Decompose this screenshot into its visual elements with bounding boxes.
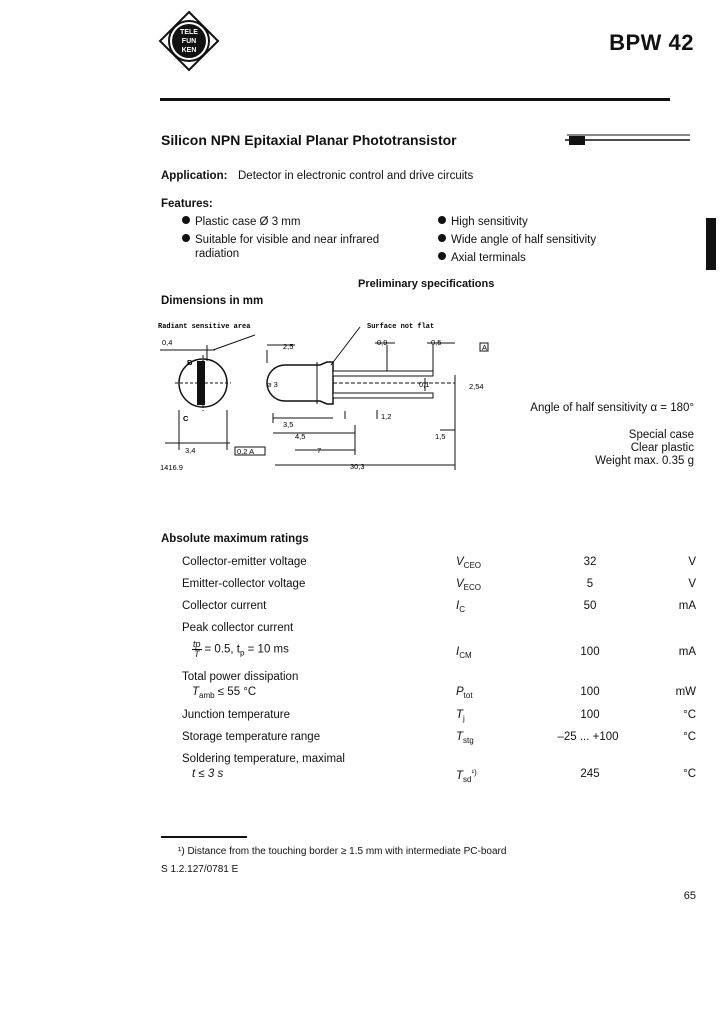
footnote-rule xyxy=(161,836,247,838)
dimensions-label: Dimensions in mm xyxy=(161,295,264,307)
feature-item: Wide angle of half sensitivity xyxy=(438,232,596,248)
rating-symbol: $T_j$ xyxy=(456,709,465,723)
rating-symbol: $I_C$ xyxy=(456,600,465,614)
document-reference: S 1.2.127/0781 E xyxy=(161,864,239,875)
rating-unit: mA xyxy=(678,600,696,612)
rating-condition: t ≤ 3 s xyxy=(192,768,224,780)
label-surface-not-flat: Surface not flat xyxy=(367,323,435,331)
pin-c-label: C xyxy=(183,414,189,423)
rating-label: Emitter-collector voltage xyxy=(182,578,306,590)
bullet-icon xyxy=(182,216,190,224)
ratings-heading: Absolute maximum ratings xyxy=(161,533,309,545)
rating-label: Total power dissipation xyxy=(182,671,299,683)
dim-label: 3,5 xyxy=(283,420,294,429)
dim-label: 2,5 xyxy=(283,342,294,351)
logo-letters-1: TELE xyxy=(180,29,198,36)
dim-label: 3,4 xyxy=(185,446,196,455)
pin-b-label: B xyxy=(187,358,193,367)
case-material: Clear plastic xyxy=(630,442,694,454)
rating-value: 50 xyxy=(583,600,597,612)
rating-symbol: $T_{sd}^{^1)}$ xyxy=(456,768,477,784)
feature-item-continued: radiation xyxy=(195,248,240,260)
dim-label: 1,5 xyxy=(435,432,446,441)
rating-symbol: $I_{CM}$ xyxy=(456,646,472,660)
rating-symbol: $V_{CEO}$ xyxy=(456,556,482,570)
rating-unit: mA xyxy=(678,646,696,658)
feature-item: High sensitivity xyxy=(438,214,528,230)
case-type: Special case xyxy=(628,429,694,441)
half-sensitivity-angle: Angle of half sensitivity α = 180° xyxy=(530,402,694,414)
component-side-icon xyxy=(565,132,690,148)
rating-symbol: $P_{tot}$ xyxy=(456,686,473,700)
header-rule xyxy=(160,98,670,101)
dim-label: 0,5 xyxy=(431,338,442,347)
footnote: ¹) Distance from the touching border ≥ 1.5 mm with intermediate PC-board xyxy=(178,846,507,857)
rating-unit: V xyxy=(688,578,696,590)
feature-item: Suitable for visible and near infrared xyxy=(182,232,379,248)
dim-label: 4,5 xyxy=(295,432,306,441)
rating-value: 245 xyxy=(580,768,600,780)
bullet-icon xyxy=(438,234,446,242)
rating-unit: V xyxy=(688,556,696,568)
dim-label: 1,2 xyxy=(381,412,392,421)
drawing-number: 1416.9 xyxy=(160,463,183,472)
duty-cycle-fraction: $\frac{tp}{T}$ xyxy=(193,639,201,659)
tolerance-box: 0,2 A xyxy=(237,447,255,456)
rating-label: Soldering temperature, maximal xyxy=(182,753,345,765)
rating-value: 5 xyxy=(586,578,594,590)
telefunken-logo xyxy=(158,10,220,72)
rating-value: 100 xyxy=(580,709,600,721)
rating-unit: °C xyxy=(683,768,696,780)
bullet-icon xyxy=(438,252,446,260)
rating-label: Junction temperature xyxy=(182,709,291,721)
rating-symbol: $T_{stg}$ xyxy=(456,731,474,745)
dim-label: 7 xyxy=(317,446,322,455)
dim-label: 0,9 xyxy=(377,338,388,347)
page-edge-marker xyxy=(706,218,716,270)
part-number: BPW 42 xyxy=(609,30,694,55)
bullet-icon xyxy=(182,234,190,242)
rating-value: 100 xyxy=(580,686,600,698)
application-text: Detector in electronic control and drive circuits xyxy=(238,170,474,182)
rating-label: Collector current xyxy=(182,600,267,612)
dim-label: 2,54 xyxy=(469,382,484,391)
rating-symbol: $V_{ECO}$ xyxy=(456,578,482,592)
rating-unit: °C xyxy=(683,731,696,743)
rating-value: –25 ... +100 xyxy=(557,731,619,743)
label-radiant-area: Radiant sensitive area xyxy=(158,323,251,331)
rating-value: 100 xyxy=(580,646,600,658)
application-label: Application: xyxy=(161,170,228,182)
rating-unit: °C xyxy=(683,709,696,721)
rating-label: Peak collector current xyxy=(182,622,294,634)
rating-label: Storage temperature range xyxy=(182,731,321,743)
bullet-icon xyxy=(438,216,446,224)
dim-label: 30,3 xyxy=(350,462,365,471)
datum-a: A xyxy=(482,343,488,352)
rating-condition: $T_{amb} \le 55$ °C xyxy=(192,686,257,700)
rating-label: Collector-emitter voltage xyxy=(182,556,307,568)
dim-label: 0,1 xyxy=(419,380,430,389)
feature-item: Axial terminals xyxy=(438,250,526,266)
feature-item: Plastic case Ø 3 mm xyxy=(182,214,300,230)
rating-value: 32 xyxy=(583,556,597,568)
rating-condition: $\frac{tp}{T}$ = 0.5, $t_p = 10$ ms xyxy=(193,639,289,659)
logo-letters-2: FUN xyxy=(181,38,197,45)
rating-unit: mW xyxy=(675,686,696,698)
dimension-drawing xyxy=(155,315,500,475)
logo-letters-3: KEN xyxy=(181,47,197,54)
page-title: Silicon NPN Epitaxial Planar Phototransistor xyxy=(161,132,457,148)
features-label: Features: xyxy=(161,198,213,210)
page-number: 65 xyxy=(683,890,696,902)
preliminary-note: Preliminary specifications xyxy=(358,278,495,290)
dim-label: 0,4 xyxy=(162,338,173,347)
dim-label: ⌀ 3 xyxy=(267,380,278,389)
weight: Weight max. 0.35 g xyxy=(595,455,694,467)
